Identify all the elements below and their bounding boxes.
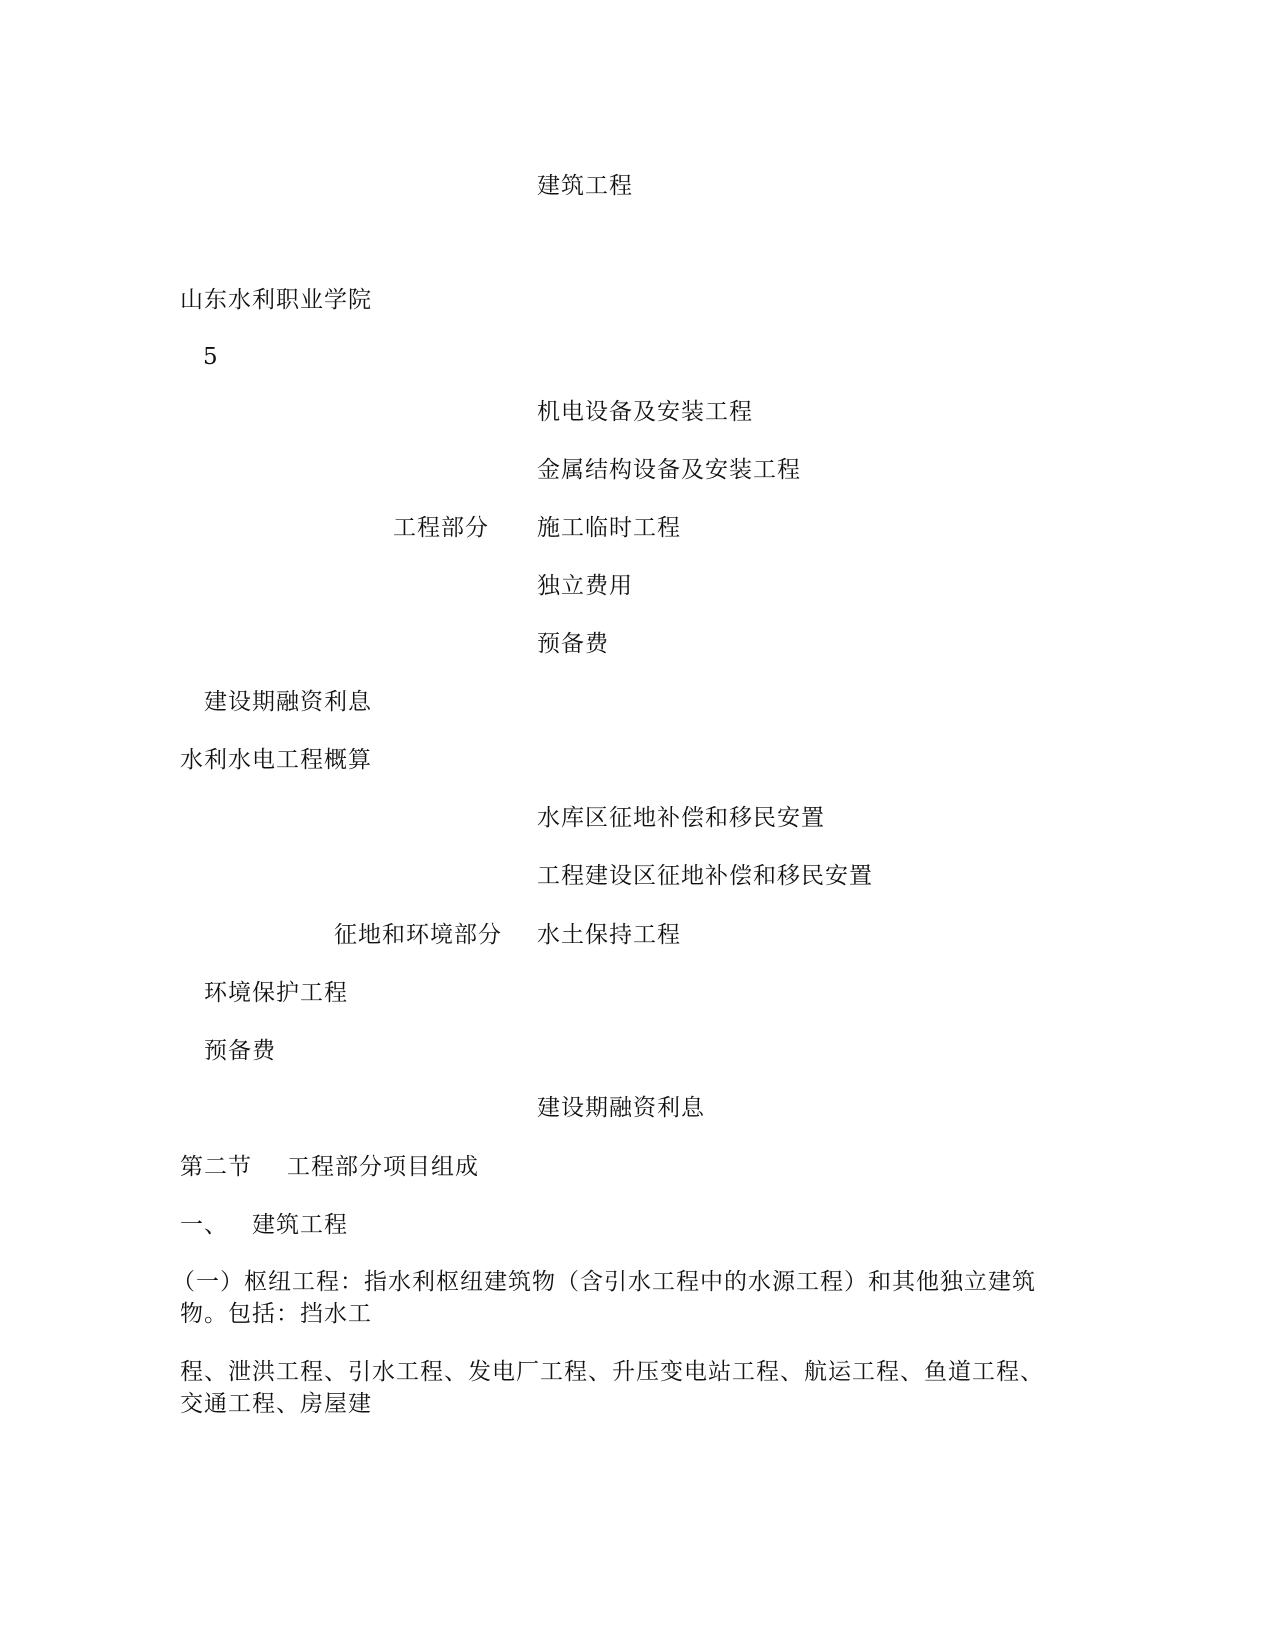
left-item-env: 环境保护工程 (204, 980, 348, 1006)
right-item: 工程建设区征地补偿和移民安置 (537, 863, 873, 889)
right-item: 水土保持工程 (537, 922, 681, 948)
subsection-text: 建筑工程 (252, 1212, 348, 1238)
section-heading-number: 第二节 (180, 1154, 252, 1180)
right-item: 机电设备及安装工程 (537, 399, 753, 425)
paragraph-1 (172, 1266, 1060, 1330)
main-title: 水利水电工程概算 (180, 747, 372, 773)
paragraph-1-line-1: （一）枢纽工程：指水利枢纽建筑物（含引水工程中的水源工程）和其他独立建筑 (172, 1269, 1036, 1295)
institution-name: 山东水利职业学院 (180, 287, 372, 313)
left-item-reserve: 预备费 (204, 1038, 276, 1064)
right-item: 预备费 (537, 631, 609, 657)
land-env-part-label: 征地和环境部分 (334, 922, 502, 948)
subsection-number: 一、 (180, 1212, 228, 1238)
right-item: 独立费用 (537, 573, 633, 599)
right-item: 水库区征地补偿和移民安置 (537, 805, 825, 831)
right-item: 金属结构设备及安装工程 (537, 457, 801, 483)
right-item: 施工临时工程 (537, 515, 681, 541)
right-item-last: 建设期融资利息 (537, 1095, 705, 1121)
paragraph-2-line-1: 程、泄洪工程、引水工程、发电厂工程、升压变电站工程、航运工程、鱼道工程、 (180, 1359, 1044, 1385)
paragraph-1-line-2: 物。包括：挡水工 (180, 1301, 372, 1327)
top-title: 建筑工程 (537, 173, 633, 199)
paragraph-2-line-2: 交通工程、房屋建 (180, 1391, 372, 1417)
section-heading-text: 工程部分项目组成 (287, 1154, 479, 1180)
engineering-part-label: 工程部分 (393, 515, 489, 541)
left-item-interest: 建设期融资利息 (204, 689, 372, 715)
page-number: 5 (203, 344, 219, 370)
paragraph-2 (180, 1356, 1060, 1420)
